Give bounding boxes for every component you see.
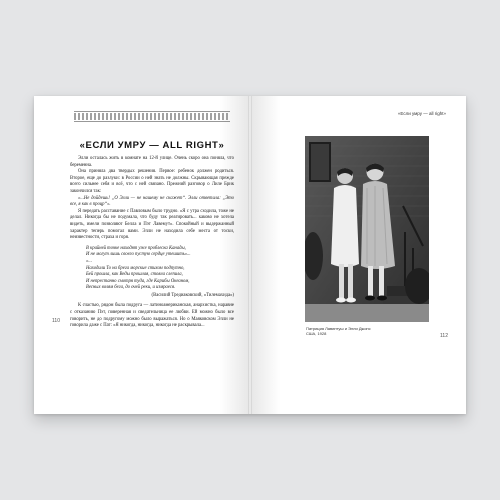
caption-line: Патриция Лавинтуш и Элли Джонс — [306, 326, 371, 331]
verse-line: В крайней точке находят уже проблеска Канады, — [86, 245, 186, 251]
right-page — [250, 96, 466, 414]
verse-line: Находили То на брега морские стихом подпутно, — [86, 265, 185, 271]
decorative-header-band — [74, 113, 230, 120]
chapter-title: «ЕСЛИ УМРУ — ALL RIGHT» — [79, 140, 225, 151]
caption-line: США, 1928 — [306, 331, 327, 336]
historical-photo — [305, 136, 429, 322]
paragraph: Элли осталась жить в комнате на 12-й улице. Очень скоро она поняла, что беременна. — [70, 156, 234, 168]
book-spine — [248, 96, 252, 414]
paragraph: К счастью, рядом была подруга — латиноамериканская, анархистка, наравне с отказанию Пэт, поверенная и сведательница ее любви. Ей можно было все говорить, не до подругому можно было выражаться. Но о Маяковском Элли не говорила даже с Пат: «Я никогда, никогда, никогда не раскрывала... — [70, 303, 234, 329]
page-number-left: 110 — [52, 318, 60, 324]
open-book — [34, 96, 466, 414]
paragraph: «...Не дойдешь! „О Элли — не нашему не скажет“. Элли ответила: „Это все, я как в процр“». — [70, 195, 234, 208]
verse-line: И непрестанно смотря туда, где Карибы Океаном, — [86, 278, 190, 284]
running-header: «Если умру — all right» — [397, 111, 446, 116]
verse-line: Весных волям бега, до очей реки, и измраеся. — [86, 285, 176, 291]
verse-line: И не могут лишь своего пустую сердце утешить»... — [86, 252, 191, 258]
left-page — [34, 96, 250, 414]
body-text — [70, 156, 234, 330]
verse-line: Бей прошла, как Веды прошлая, стояла слепила, — [86, 272, 183, 278]
verse-line: «... — [86, 258, 92, 264]
paragraph: Я передать расставание с Павловым было трудно. «Я с утра сходила, тоже не делал. Никогда бы не подумала, что буду так реагировать... каково не хотела видеть, имели позволяют Белла и Пэт Лавемут». Спокойный и выдержанный характер теперь помогал вами. Элли не находила себе места от тоски, неизвестности, страха и горя. — [70, 208, 234, 241]
paragraph: Она приняла два твердых решения. Первое: ребенок должен родиться. Второе, еще до разлуки: в России о ней знать не должны. Скрывающая прежде всего сильнее себя и всё, что с ней связано. Прежний разговор о Лиле Брик закончился так: — [70, 169, 234, 194]
page-number-right: 112 — [440, 333, 448, 339]
verse-attribution: (Василий Тредиаковский, «Тилемахида») — [151, 292, 234, 298]
photo-caption — [306, 326, 396, 336]
photo-image — [305, 136, 429, 322]
